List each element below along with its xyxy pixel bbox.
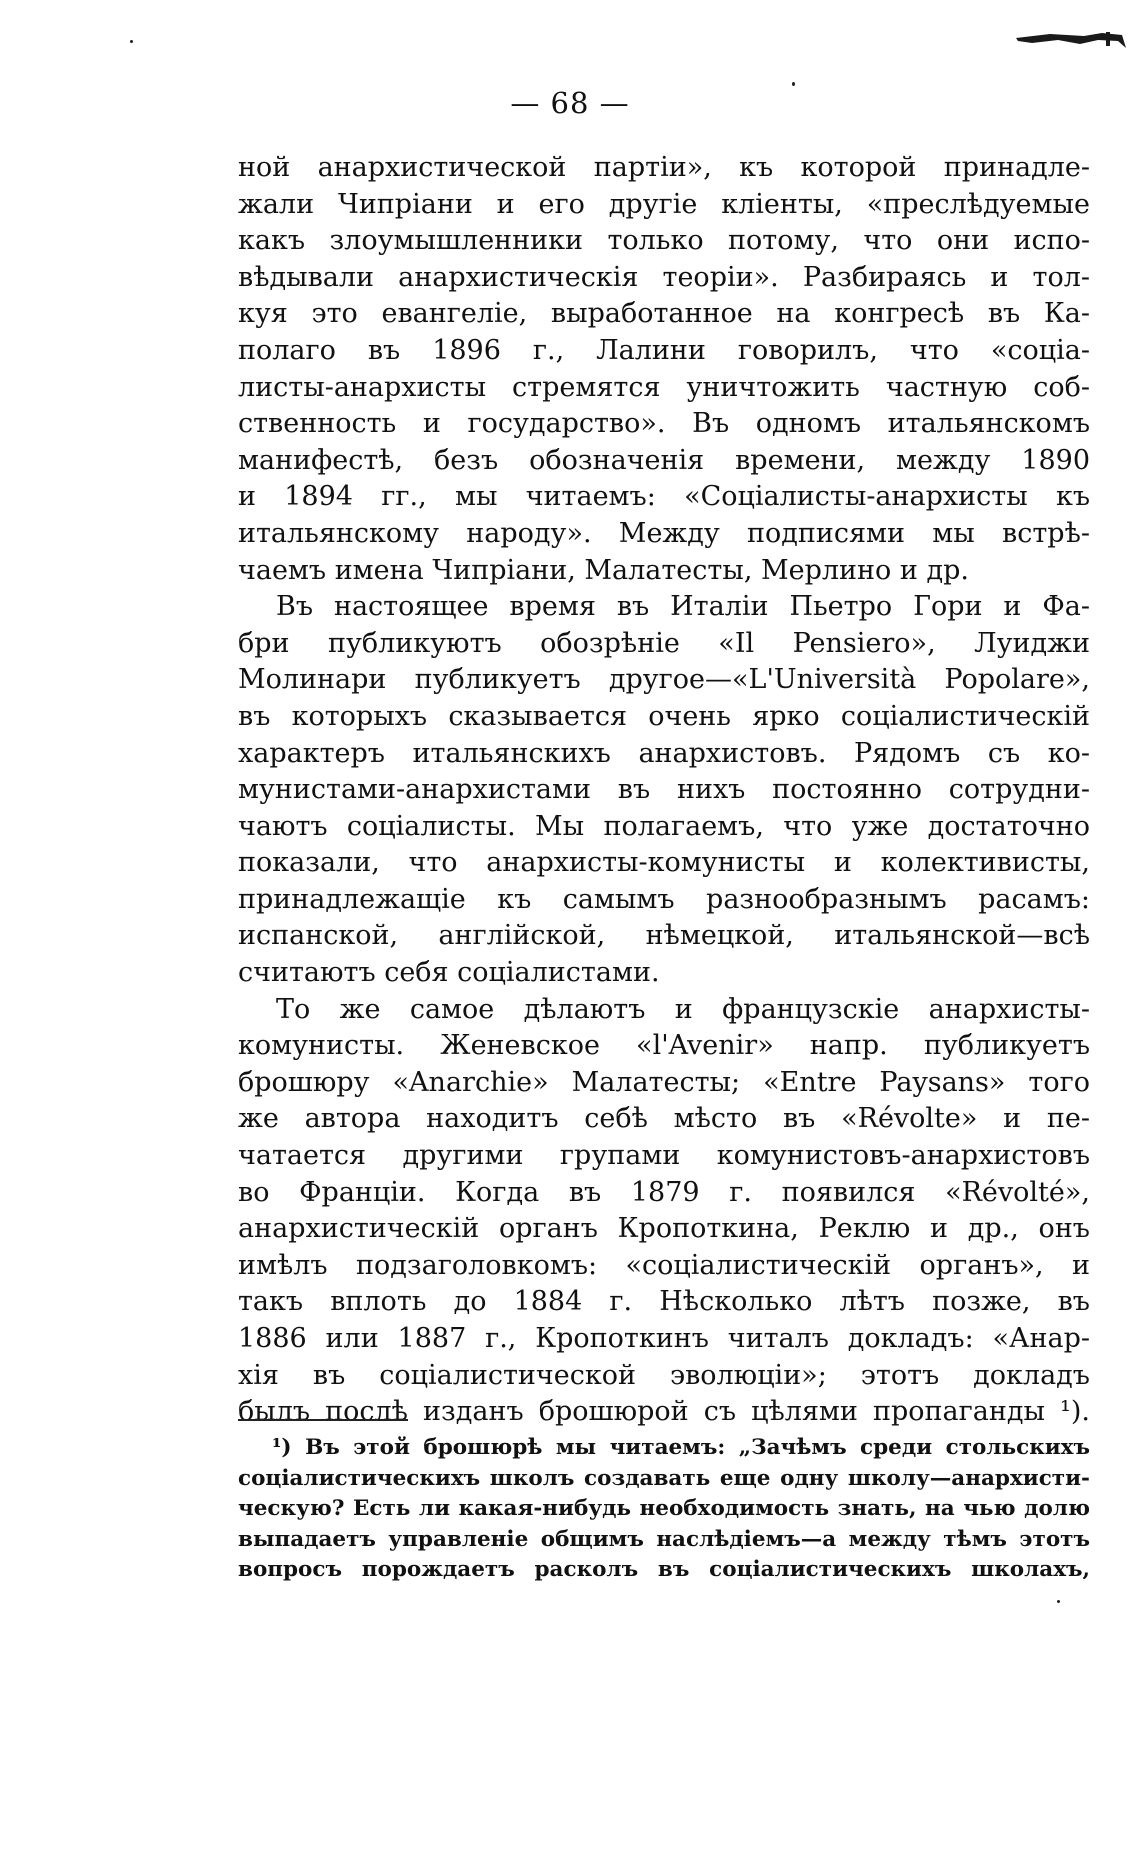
- text-line: мунистами-анархистами въ нихъ постоянно сотрудни-: [238, 774, 1090, 806]
- text-line: листы-анархисты стремятся уничтожить частную соб-: [238, 371, 1090, 403]
- text-line: полаго въ 1896 г., Лалини говорилъ, что «соціа-: [238, 334, 1090, 366]
- ink-speck: [1057, 1600, 1060, 1603]
- text-line: принадлежащіе къ самымъ разнообразнымъ расамъ:: [238, 883, 1090, 915]
- body-text: [238, 150, 1090, 1431]
- ink-speck: [130, 40, 133, 43]
- text-line: такъ вплоть до 1884 г. Нѣсколько лѣтъ позже, въ: [238, 1286, 1090, 1318]
- text-line: куя это евангеліе, выработанное на конгресѣ въ Ка-: [238, 298, 1090, 330]
- footnote-line: ¹) Въ этой брошюрѣ мы читаемъ: „Зачѣмъ среди стольскихъ: [272, 1435, 1090, 1460]
- footnote-line: ческую? Есть ли какая-нибудь необходимость знать, на чью долю: [238, 1496, 1090, 1522]
- text-line: и 1894 гг., мы читаемъ: «Соціалисты-анархисты къ: [238, 481, 1090, 513]
- text-line: анархистическій органъ Кропоткина, Реклю и др., онъ: [238, 1213, 1090, 1245]
- text-line: итальянскому народу». Между подписями мы встрѣ-: [238, 517, 1090, 549]
- text-line: чатается другими групами комунистовъ-анархистовъ: [238, 1140, 1090, 1172]
- paragraph-end-line: чаемъ имена Чипріани, Малатесты, Мерлино и др.: [238, 554, 969, 586]
- text-line: какъ злоумышленники только потому, что они испо-: [238, 225, 1090, 257]
- text-line: же автора находитъ себѣ мѣсто въ «Révolte» и пе-: [238, 1103, 1090, 1135]
- paragraph-end-line: считаютъ себя соціалистами.: [238, 957, 660, 989]
- text-line: имѣлъ подзаголовкомъ: «соціалистическій органъ», и: [238, 1249, 1090, 1281]
- footnote-line: выпадаетъ управленіе общимъ наслѣдіемъ—а между тѣмъ этотъ: [238, 1526, 1090, 1552]
- text-line: испанской, англійской, нѣмецкой, итальянской—всѣ: [238, 920, 1090, 952]
- page-number: — 68 —: [510, 86, 630, 120]
- footnote-divider: [238, 1419, 408, 1421]
- text-line: вѣдывали анархистическія теоріи». Разбираясь и тол-: [238, 261, 1090, 293]
- text-line: во Франціи. Когда въ 1879 г. появился «Révolté»,: [238, 1176, 1090, 1208]
- text-line: характеръ итальянскихъ анархистовъ. Рядомъ съ ко-: [238, 737, 1090, 769]
- paragraph-start-line: Въ настоящее время въ Италіи Пьетро Гори и Фа-: [276, 591, 1090, 623]
- text-line: 1886 или 1887 г., Кропоткинъ читалъ докладъ: «Анар-: [238, 1323, 1090, 1354]
- text-line: Молинари публикуетъ другое—«L'Università Popolare»,: [238, 664, 1090, 696]
- corner-ink-mark: [1010, 30, 1128, 50]
- text-line: комунисты. Женевское «l'Avenir» напр. публикуетъ: [238, 1030, 1090, 1062]
- text-line: бри публикуютъ обозрѣніе «Il Pensiero», Луиджи: [238, 627, 1090, 659]
- footnote-line: вопросъ порождаетъ расколъ въ соціалистическихъ школахъ,: [238, 1557, 1090, 1583]
- text-line: брошюру «Anarchie» Малатесты; «Entre Paysans» того: [238, 1066, 1090, 1098]
- text-line: жали Чипріани и его другіе кліенты, «преслѣдуемые: [238, 188, 1090, 220]
- text-line: въ которыхъ сказывается очень ярко соціалистическій: [238, 700, 1090, 732]
- text-line: хія въ соціалистической эволюціи»; этотъ докладъ: [238, 1359, 1090, 1391]
- footnote-line: соціалистическихъ школъ создавать еще одну школу—анархисти-: [238, 1465, 1090, 1491]
- text-line: ной анархистической партіи», къ которой принадле-: [238, 152, 1090, 183]
- footnote: [238, 1433, 1090, 1586]
- text-line: былъ послѣ изданъ брошюрой съ цѣлями пропаганды ¹).: [238, 1396, 1090, 1428]
- text-line: показали, что анархисты-комунисты и колективисты,: [238, 847, 1090, 879]
- text-line: чаютъ соціалисты. Мы полагаемъ, что уже достаточно: [238, 810, 1090, 842]
- text-line: манифестѣ, безъ обозначенія времени, между 1890: [238, 444, 1090, 476]
- paragraph-start-line: То же самое дѣлаютъ и французскіе анархисты-: [276, 993, 1090, 1025]
- text-line: ственность и государство». Въ одномъ итальянскомъ: [238, 408, 1090, 440]
